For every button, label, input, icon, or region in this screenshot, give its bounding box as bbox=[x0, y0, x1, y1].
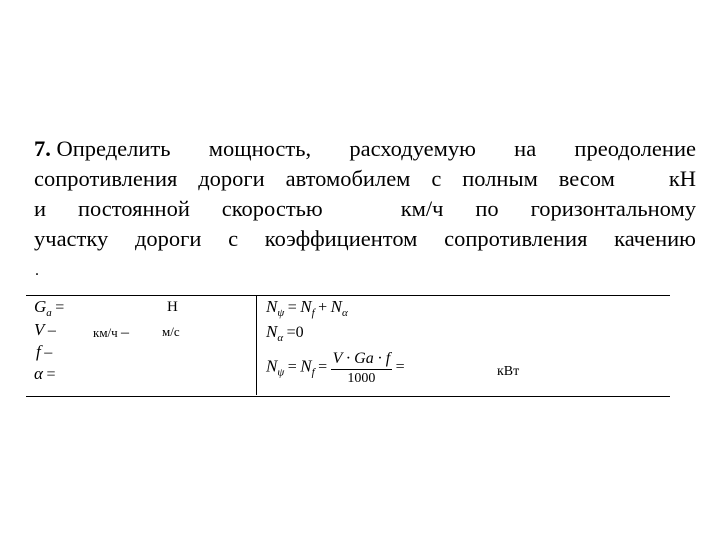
given-speed-kmh bbox=[93, 324, 129, 342]
V-symbol: V bbox=[34, 320, 45, 339]
word: преодоление bbox=[574, 136, 696, 161]
word: качению bbox=[614, 226, 696, 251]
plus: + bbox=[318, 299, 328, 316]
word: с bbox=[228, 226, 239, 251]
word: весом bbox=[558, 166, 615, 191]
fraction-numerator: V · Ga · f bbox=[331, 350, 392, 370]
power-unit: кВт bbox=[497, 364, 520, 379]
formula-total bbox=[266, 297, 348, 319]
alpha-subscript: α bbox=[277, 332, 284, 344]
given-force-unit: Н bbox=[167, 299, 178, 315]
word: постоянной bbox=[77, 196, 190, 221]
word: автомобилем bbox=[285, 166, 411, 191]
dash: – bbox=[120, 324, 129, 341]
formula-power bbox=[266, 350, 405, 387]
problem-line-4 bbox=[34, 224, 696, 254]
word: расходуемую bbox=[349, 136, 476, 161]
zero-value: =0 bbox=[286, 324, 304, 341]
word: мощность, bbox=[208, 136, 312, 161]
problem-line-3 bbox=[34, 194, 696, 224]
unit-kn: кН bbox=[668, 166, 696, 191]
given-V bbox=[34, 320, 56, 340]
word: полным bbox=[462, 166, 538, 191]
problem-statement bbox=[34, 134, 696, 254]
word: с bbox=[431, 166, 442, 191]
N-symbol: N bbox=[266, 322, 278, 341]
dash: – bbox=[44, 344, 53, 361]
N-symbol: N bbox=[266, 297, 278, 316]
problem-number: 7. bbox=[34, 136, 51, 161]
word: дороги bbox=[134, 226, 202, 251]
word: скоростью bbox=[221, 196, 323, 221]
equals: = bbox=[318, 358, 328, 376]
word: и bbox=[34, 196, 47, 221]
f-subscript: f bbox=[311, 366, 315, 379]
alpha-subscript: α bbox=[342, 307, 348, 319]
word: на bbox=[514, 136, 537, 161]
equals: = bbox=[55, 299, 65, 316]
word: сопротивления bbox=[34, 166, 178, 191]
f-subscript: f bbox=[311, 307, 315, 319]
alpha-symbol: α bbox=[34, 364, 43, 383]
N-symbol: N bbox=[300, 356, 312, 376]
f-symbol: f bbox=[36, 342, 41, 361]
word: горизонтальному bbox=[530, 196, 696, 221]
unit-kmh: км/ч bbox=[400, 196, 444, 221]
fraction-denominator: 1000 bbox=[347, 371, 376, 386]
fraction bbox=[331, 350, 392, 387]
psi-subscript: ψ bbox=[277, 307, 285, 319]
word: по bbox=[475, 196, 499, 221]
word: дороги bbox=[198, 166, 265, 191]
N-symbol: N bbox=[300, 297, 312, 316]
N-symbol: N bbox=[266, 356, 278, 376]
word: коэффициентом bbox=[264, 226, 418, 251]
Ga-symbol: G bbox=[34, 297, 47, 316]
dash: – bbox=[47, 322, 56, 339]
equals: = bbox=[46, 366, 56, 383]
Ga-subscript: a bbox=[46, 307, 52, 319]
given-Ga bbox=[34, 297, 64, 319]
table-divider bbox=[256, 295, 257, 395]
given-speed-ms: м/с bbox=[162, 324, 180, 339]
word: Определить bbox=[56, 136, 171, 161]
unit-kmh: км/ч bbox=[93, 325, 118, 340]
word: участку bbox=[34, 226, 109, 251]
problem-line-2 bbox=[34, 164, 696, 194]
given-alpha bbox=[34, 364, 55, 384]
word: сопротивления bbox=[444, 226, 588, 251]
equals: = bbox=[395, 358, 405, 376]
problem-line-1 bbox=[34, 134, 696, 164]
given-f bbox=[36, 342, 52, 362]
N-symbol: N bbox=[330, 297, 342, 316]
formula-N-alpha bbox=[266, 322, 304, 344]
psi-subscript: ψ bbox=[277, 366, 285, 379]
equals: = bbox=[287, 299, 297, 316]
trailing-period: . bbox=[35, 262, 39, 279]
equals: = bbox=[287, 358, 297, 376]
